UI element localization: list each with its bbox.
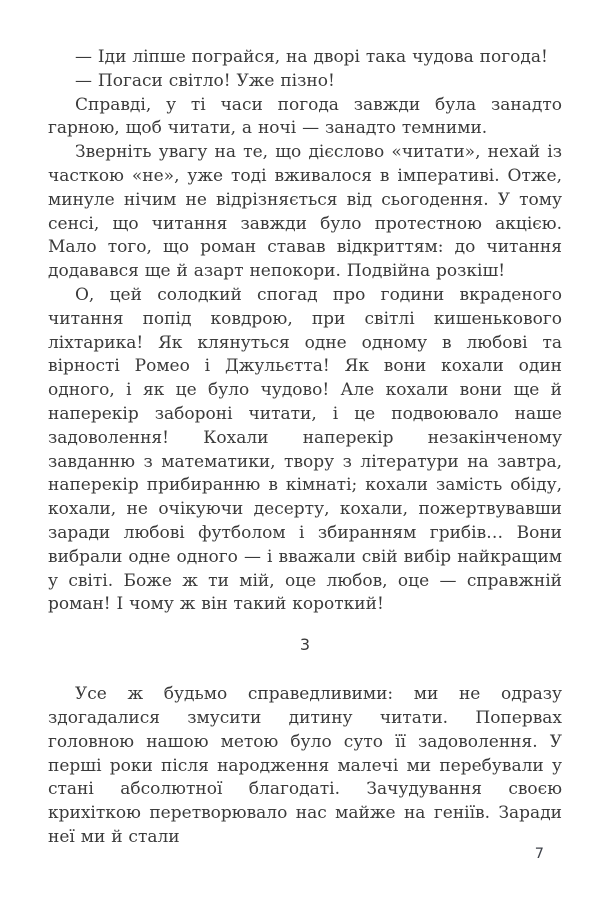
paragraph: Справді, у ті часи погода завжди була занадто гарною, щоб читати, а ночі — занадто темними. bbox=[48, 94, 562, 139]
dialogue-line: — Погаси світло! Уже пізно! bbox=[75, 70, 335, 91]
dialogue-line: — Іди ліпше пограйся, на дворі така чудова погода! bbox=[75, 47, 548, 67]
page-number: 7 bbox=[534, 846, 544, 862]
text-column bbox=[48, 46, 562, 850]
paragraph: Усе ж будьмо справедливими: ми не одразу здогадалися змусити дитину читати. Попервах головною нашою метою було суто її задоволення. У перші роки після народження малечі ми перебували у стані абсолютної благодаті. Зачудування своєю крихіткою перетворювало нас майже на геніїв. Заради неї ми й стали bbox=[48, 684, 562, 847]
paragraph: Зверніть увагу на те, що дієслово «читати», нехай із часткою «не», уже тоді вживалося в імперативі. Отже, минуле нічим не відрізняється від сьогодення. У тому сенсі, що читання завжди було протестною акцією. Мало того, що роман ставав відкриттям: до читання додавався ще й азарт непокори. Подвійна розкіш! bbox=[48, 142, 562, 282]
section-heading: 3 bbox=[299, 635, 311, 655]
paragraph: О, цей солодкий спогад про години вкраденого читання попід ковдрою, при світлі кишенькового ліхтарика! Як клянуться одне одному в любові та вірності Ромео і Джульєтта! Як вони кохали один одного, і як це було чудово! Але кохали вони ще й наперекір забороні читати, і це подвоювало наше задоволення! Кохали наперекір незакінченому завданню з математики, твору з літератури на завтра, наперекір прибиранню в кімнаті; кохали замість обіду, кохали, не очікуючи десерту, кохали, пожертвувавши заради любові футболом і збиранням грибів… Вони вибрали одне одного — і вважали свій вибір найкращим у світі. Боже ж ти мій, оце любов, оце — справжній роман! І чому ж він такий короткий! bbox=[48, 284, 562, 615]
